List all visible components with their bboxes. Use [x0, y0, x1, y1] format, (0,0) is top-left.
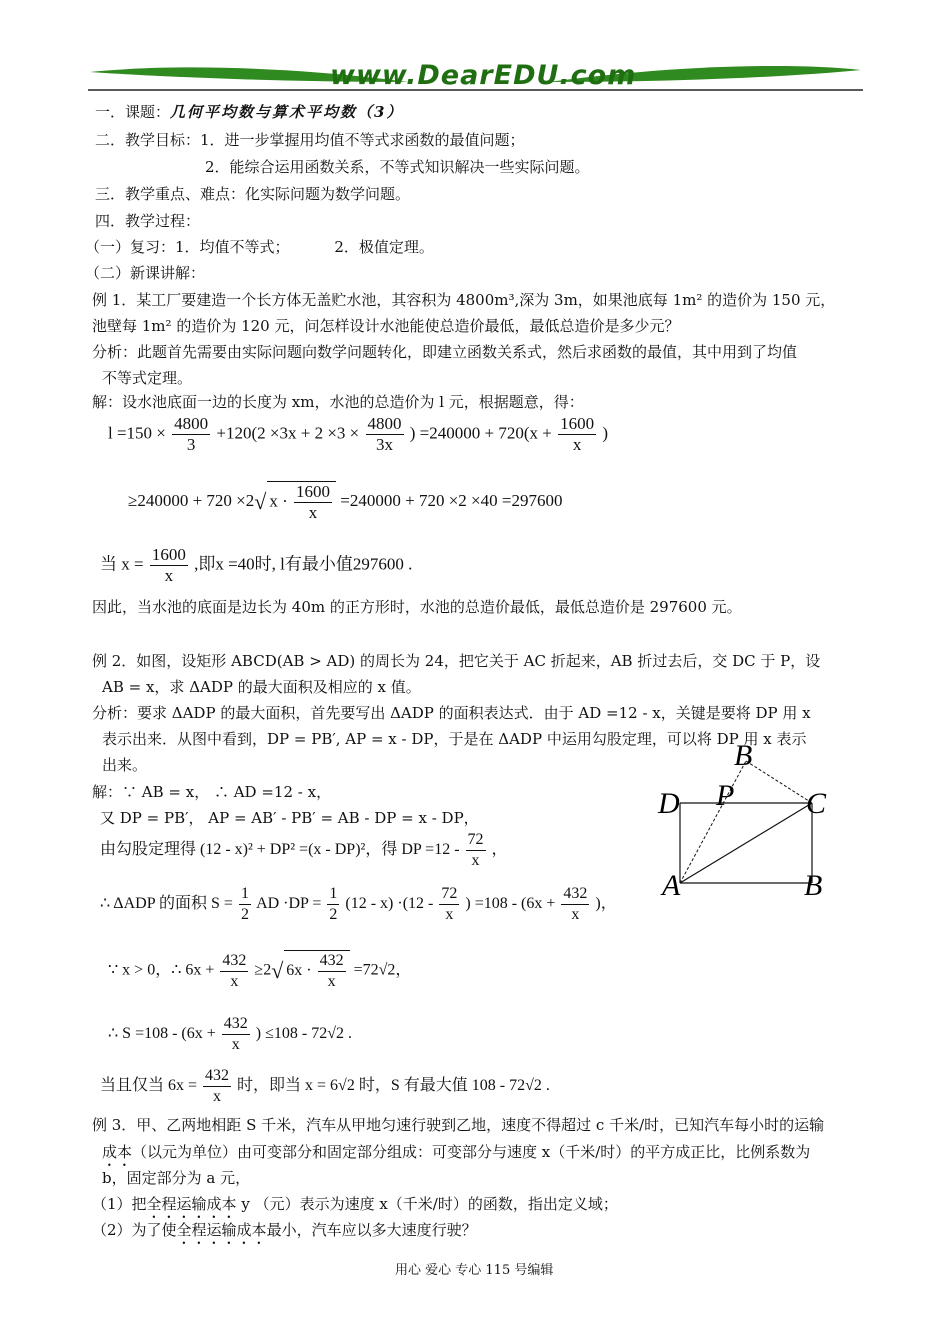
ex1-when-line — [100, 545, 412, 586]
q2-rest: 最小，汽车应以多大速度行驶？ — [266, 1221, 477, 1239]
label-a: A — [662, 869, 681, 902]
ex2-line2: AB = x，求 ΔADP 的最大面积及相应的 x 值。 — [102, 678, 421, 696]
ex2-step-1: 解：∵ AB = x， ∴ AD =12 - x， — [92, 783, 332, 801]
header-banner — [88, 60, 863, 94]
ex3-line2 — [102, 1141, 810, 1170]
q1-rest: y （元）表示为速度 x（千米/时）的函数，指出定义域； — [236, 1195, 618, 1213]
s4-part-b: AD ·DP = — [256, 895, 322, 913]
ex2-step-3 — [100, 830, 508, 871]
q1-emphasis: 全程运输成本 — [146, 1195, 237, 1213]
s5-part-a: ∵ x > 0，∴ 6x + — [108, 961, 215, 979]
ex1-solution: 解：设水池底面一边的长度为 xm，水池的总造价为 l 元，根据题意，得： — [92, 393, 584, 411]
when-part-b: ,即x =40时, l有最小值297600 . — [194, 554, 413, 574]
review-a: （一）复习：1．均值不等式； — [85, 238, 290, 256]
s7-part-a: 当且仅当 6x = — [100, 1077, 198, 1095]
lesson-label: 一．课题： — [95, 103, 171, 121]
label-c: C — [806, 787, 827, 820]
ex3-question-1 — [92, 1193, 618, 1222]
q2-prefix: （2）为了使 — [92, 1221, 177, 1239]
goal-1: 二．教学目标：1．进一步掌握用均值不等式求函数的最值问题； — [95, 131, 525, 149]
ex2-analysis-2: 表示出来．从图中看到，DP = PB′, AP = x - DP，于是在 ΔADP 中运用勾股定理，可以将 DP 用 x 表示 — [102, 730, 807, 748]
folded-rectangle-figure — [650, 735, 850, 905]
lesson-title: 几何平均数与算术平均数（3） — [170, 103, 404, 121]
when-part-a: 当 x = — [100, 554, 144, 574]
eq2-radicand: x · $\frac{1600}{x}$ — [267, 481, 336, 523]
ex2-step-7: 当且仅当 6x = $\frac{432}{x}$ 时，即当 x = 6√2 时，S 有最大值 108 - 72√2 . — [100, 1067, 550, 1105]
review-line — [85, 236, 434, 257]
ex2-analysis-1: 分析：要求 ΔADP 的最大面积，首先要写出 ΔADP 的面积表达式．由于 AD =12 - x，关键是要将 DP 用 x — [92, 704, 811, 722]
ex3-line1: 例 3．甲、乙两地相距 S 千米，汽车从甲地匀速行驶到乙地，速度不得超过 c 千米/时，已知汽车每小时的运输 — [92, 1116, 825, 1134]
ex3-cost-emphasis: 成本 — [102, 1143, 133, 1161]
new-lesson-heading: （二）新课讲解： — [85, 264, 206, 282]
review-b: 2．极值定理。 — [334, 238, 434, 256]
s3-part-b: ， — [491, 841, 508, 859]
s3-part-a: 由勾股定理得 (12 - x)² + DP² =(x - DP)²，得 DP =12 - — [100, 841, 460, 859]
s6-part-b: ) ≤108 - 72√2 . — [255, 1025, 352, 1043]
s6-part-a: ∴ S =108 - (6x + — [108, 1025, 216, 1043]
ex1-analysis-2: 不等式定理。 — [102, 369, 193, 387]
ex1-conclusion: 因此，当水池的底面是边长为 40m 的正方形时，水池的总造价最低，最低总造价是 297600 元。 — [92, 598, 742, 616]
when-frac: $\frac{1600}{x}$ — [151, 545, 186, 585]
s4-part-e: )， — [595, 895, 617, 913]
logo-text: www.DearEDU.com — [330, 60, 637, 91]
ex2-step-5: ∵ x > 0，∴ 6x + $\frac{432}{x}$ ≥2√ 6x · $\frac{432}{x}$ =72√2， — [108, 951, 412, 990]
ex1-equation-1 — [108, 414, 608, 455]
eq1-frac-3: $\frac{1600}{x}$ — [560, 414, 595, 454]
ex3-line3: b，固定部分为 a 元， — [102, 1169, 251, 1187]
label-b-prime: B — [734, 739, 753, 772]
ex3-question-2 — [92, 1219, 477, 1248]
q2-emphasis: 全程运输成本 — [176, 1221, 267, 1239]
ex1-equation-2 — [128, 481, 562, 523]
ex2-step-6: ∴ S =108 - (6x + $\frac{432}{x}$ ) ≤108 - 72√2 . — [108, 1015, 352, 1053]
eq1-part-d: ) — [602, 423, 609, 443]
ex2-analysis-3: 出来。 — [102, 756, 148, 774]
label-p: P — [716, 779, 735, 812]
s5-part-b: ≥2 — [254, 961, 272, 979]
s5-part-c: =72√2， — [353, 961, 412, 979]
eq1-frac-2: $\frac{4800}{3x}$ — [367, 414, 402, 454]
eq1-part-b: +120(2 ×3x + 2 ×3 × — [216, 423, 360, 443]
ex2-step-4: ∴ ΔADP 的面积 S = $\frac{1}{2}$ AD ·DP = $\frac{1}{2}$ (12 - x) ·(12 - $\frac{72}{x}$ ) =108 - (6x + $\frac{432}{x}$ )， — [100, 885, 617, 923]
eq1-frac-1: $\frac{4800}{3}$ — [174, 414, 209, 454]
lesson-title-line — [95, 101, 403, 122]
eq1-part-a: l =150 × — [108, 423, 166, 443]
ex3-line2-rest: （以元为单位）由可变部分和固定部分组成：可变部分与速度 x（千米/时）的平方成正比，比例系数为 — [132, 1143, 811, 1161]
s7-part-b: 时，即当 x = 6√2 时，S 有最大值 108 - 72√2 . — [237, 1077, 550, 1095]
eq2-part-b: =240000 + 720 ×2 ×40 =297600 — [340, 490, 563, 510]
eq1-part-c: ) =240000 + 720(x + — [409, 423, 552, 443]
ex1-line2: 池壁每 1m² 的造价为 120 元，问怎样设计水池能使总造价最低，最低总造价是多少元？ — [92, 317, 680, 335]
ex2-step-2: 又 DP = PB′， AP = AB′ - PB′ = AB - DP = x - DP， — [100, 809, 479, 827]
page-footer: 用心 爱心 专心 115 号编辑 — [395, 1263, 554, 1278]
q1-prefix: （1）把 — [92, 1195, 147, 1213]
key-points: 三．教学重点、难点：化实际问题为数学问题。 — [95, 185, 411, 203]
eq2-part-a: ≥240000 + 720 ×2 — [128, 490, 255, 510]
ex1-analysis-1: 分析：此题首先需要由实际问题向数学问题转化，即建立函数关系式，然后求函数的最值，其中用到了均值 — [92, 343, 798, 361]
s3-frac: $\frac{72}{x}$ — [467, 831, 484, 869]
process-heading: 四．教学过程： — [95, 212, 201, 230]
s4-part-d: ) =108 - (6x + — [465, 895, 556, 913]
label-d: D — [658, 787, 680, 820]
s4-part-a: ∴ ΔADP 的面积 S = — [100, 895, 233, 913]
ex1-line1: 例 1．某工厂要建造一个长方体无盖贮水池，其容积为 4800m³,深为 3m，如果池底每 1m² 的造价为 150 元， — [92, 291, 836, 309]
s4-part-c: (12 - x) ·(12 - — [345, 895, 434, 913]
label-b: B — [804, 869, 823, 902]
sqrt-sign: √ — [254, 489, 267, 514]
goal-2: 2．能综合运用函数关系，不等式知识解决一些实际问题。 — [205, 158, 590, 176]
ex2-line1: 例 2．如图，设矩形 ABCD(AB > AD) 的周长为 24，把它关于 AC 折起来，AB 折过去后，交 DC 于 P，设 — [92, 652, 821, 670]
